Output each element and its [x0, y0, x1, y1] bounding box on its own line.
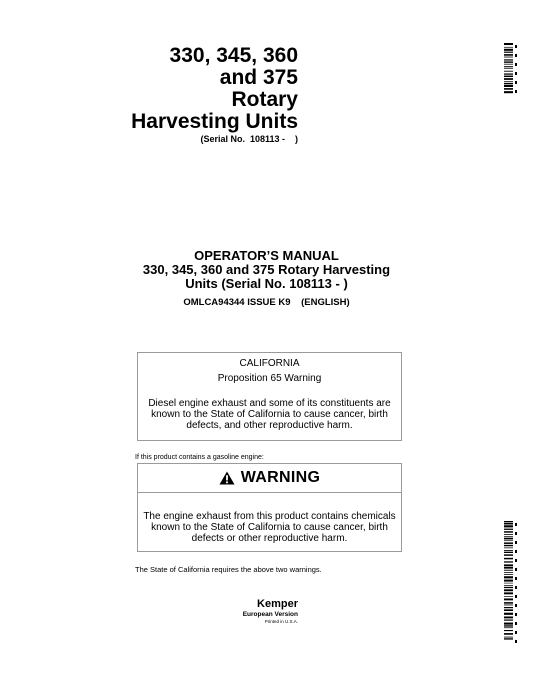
title-line-and: and 375 [219, 66, 298, 89]
title-line-harvesting-units: Harvesting Units [131, 110, 298, 133]
title-line-rotary: Rotary [231, 88, 298, 111]
california-box-title: CALIFORNIA [239, 358, 300, 369]
footnote-two-warnings: The State of California requires the above two warnings. [135, 565, 322, 574]
gasoline-engine-intro: If this product contains a gasoline engine: [135, 454, 264, 461]
brand-version: European Version [242, 611, 298, 618]
operators-manual-block [0, 248, 533, 308]
warning-heading: WARNING [240, 469, 321, 486]
manual-subtitle-line2: Units (Serial No. 108113 - ) [185, 276, 348, 291]
manual-subtitle-line1: 330, 345, 360 and 375 Rotary Harvesting [142, 262, 391, 277]
barcode-bottom [504, 521, 518, 643]
manual-heading: OPERATOR’S MANUAL [194, 248, 339, 263]
warning-triangle-icon [219, 471, 235, 485]
california-prop65-box [137, 352, 402, 441]
title-line-models: 330, 345, 360 [169, 44, 298, 67]
gasoline-warning-box [137, 463, 402, 552]
california-box-body: Diesel engine exhaust and some of its constituents are known to the State of California to cause cancer, birth defects, and other reproductive harm. [148, 398, 391, 431]
title-serial-number: (Serial No. 108113 - ) [200, 134, 298, 144]
printed-in-label: Printed in U.S.A. [264, 619, 298, 624]
manual-identifier: OMLCA94344 ISSUE K9 (ENGLISH) [183, 297, 350, 308]
barcode-top [504, 43, 518, 95]
document-title [131, 45, 298, 144]
california-box-subtitle: Proposition 65 Warning [217, 373, 322, 384]
brand-name: Kemper [257, 598, 298, 610]
warning-body: The engine exhaust from this product contains chemicals known to the State of California to cause cancer, birth defects or other reproductive harm. [143, 511, 396, 544]
brand-block [243, 598, 298, 624]
warning-header [138, 464, 401, 493]
